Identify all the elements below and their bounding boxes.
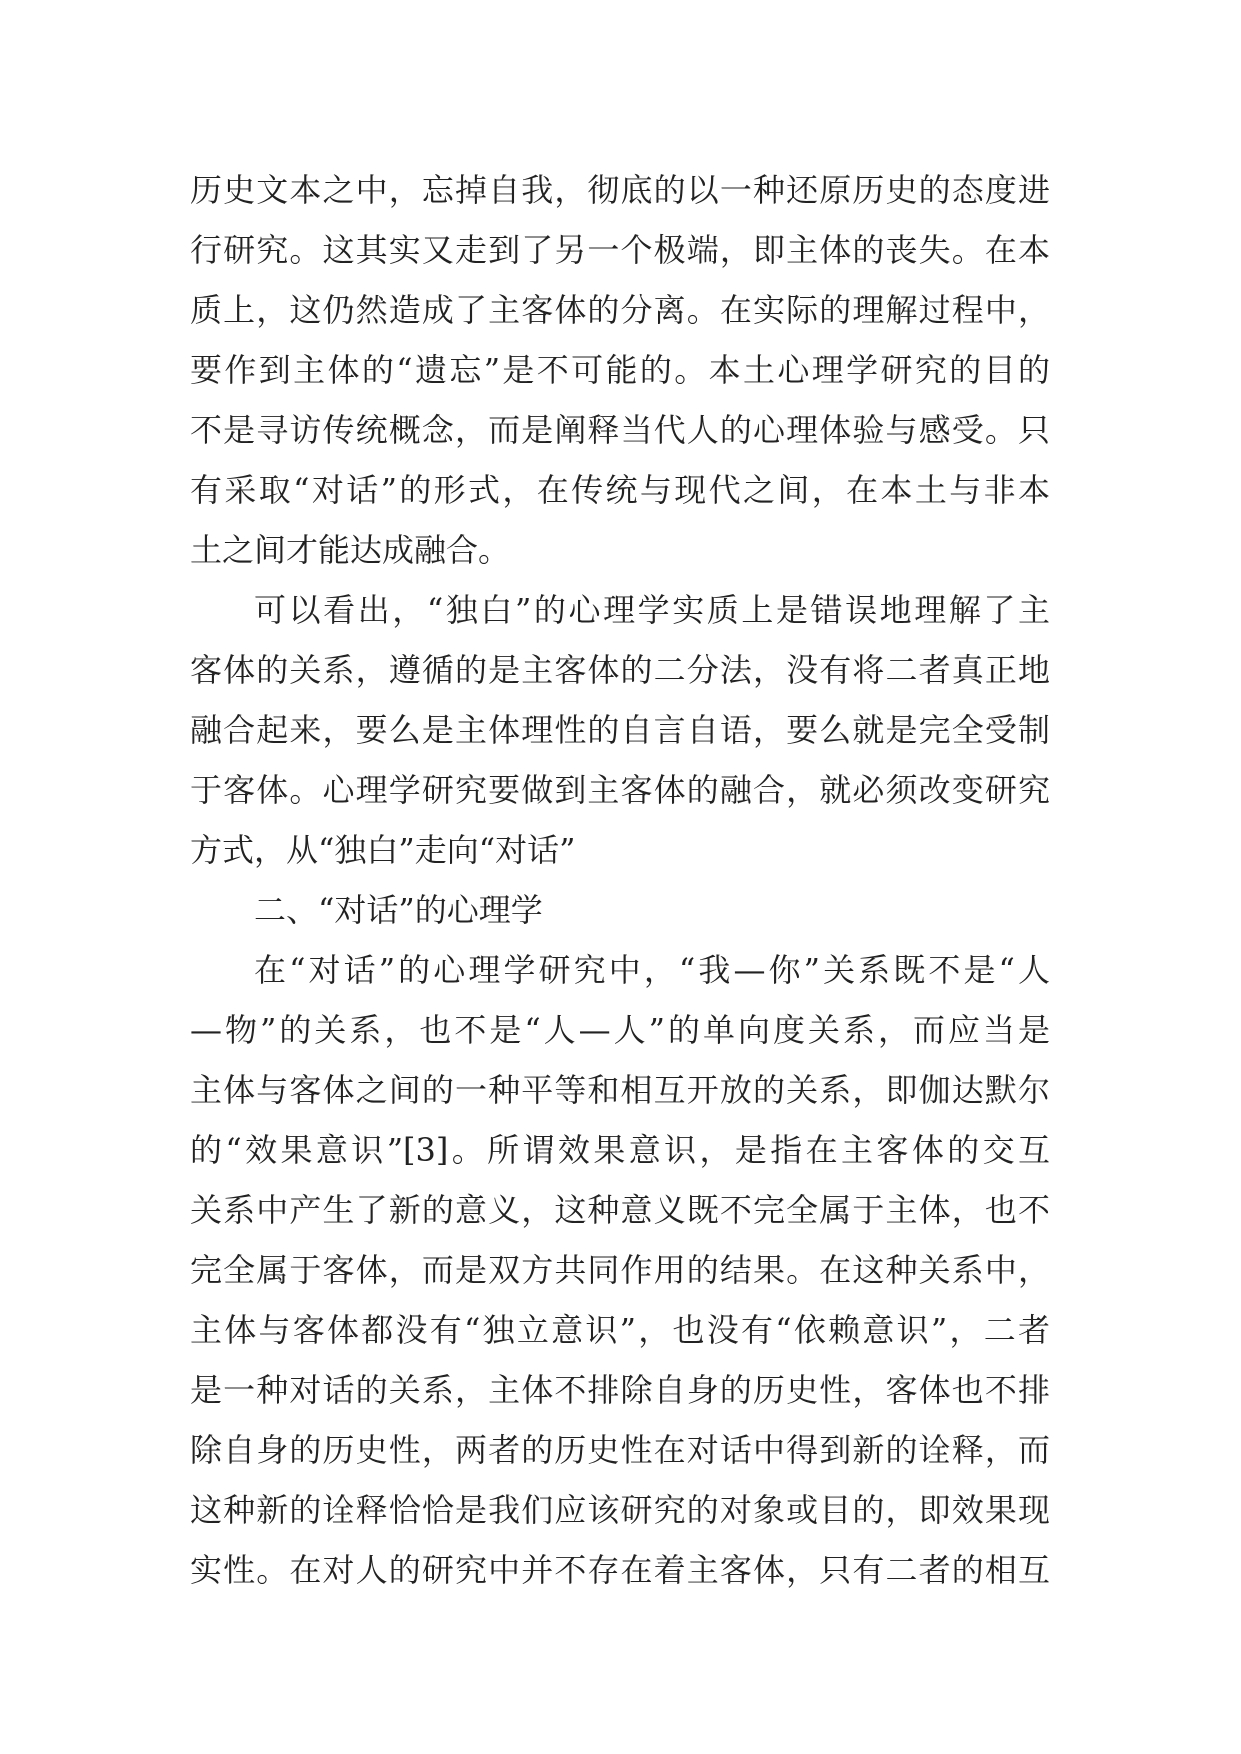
text-line: 主体与客体都没有“独立意识”，也没有“依赖意识”，二者 <box>190 1311 1050 1349</box>
text-line: 不是寻访传统概念，而是阐释当代人的心理体验与感受。只 <box>190 411 1050 449</box>
text-line: 主体与客体之间的一种平等和相互开放的关系，即伽达默尔 <box>190 1071 1050 1109</box>
text-line: 质上，这仍然造成了主客体的分离。在实际的理解过程中， <box>190 291 1050 329</box>
text-line: 行研究。这其实又走到了另一个极端，即主体的丧失。在本 <box>190 231 1050 269</box>
text-line: 要作到主体的“遗忘”是不可能的。本土心理学研究的目的 <box>190 351 1050 389</box>
text-line: 这种新的诠释恰恰是我们应该研究的对象或目的，即效果现 <box>190 1491 1050 1529</box>
text-line: 历史文本之中，忘掉自我，彻底的以一种还原历史的态度进 <box>190 171 1050 209</box>
text-line: 在“对话”的心理学研究中，“我—你”关系既不是“人 <box>254 951 1050 989</box>
text-line: 融合起来，要么是主体理性的自言自语，要么就是完全受制 <box>190 711 1050 749</box>
text-line: 可以看出，“独白”的心理学实质上是错误地理解了主 <box>254 591 1050 629</box>
text-line: 关系中产生了新的意义，这种意义既不完全属于主体，也不 <box>190 1191 1050 1229</box>
text-line: 实性。在对人的研究中并不存在着主客体，只有二者的相互 <box>190 1551 1050 1589</box>
text-line: —物”的关系，也不是“人—人”的单向度关系，而应当是 <box>190 1011 1050 1049</box>
section-heading: 二、“对话”的心理学 <box>254 891 543 929</box>
text-line: 是一种对话的关系，主体不排除自身的历史性，客体也不排 <box>190 1371 1050 1409</box>
body-text <box>190 160 1050 1600</box>
text-line: 除自身的历史性，两者的历史性在对话中得到新的诠释，而 <box>190 1431 1050 1469</box>
text-line: 土之间才能达成融合。 <box>190 531 511 569</box>
text-line: 完全属于客体，而是双方共同作用的结果。在这种关系中， <box>190 1251 1050 1289</box>
text-line: 有采取“对话”的形式，在传统与现代之间，在本土与非本 <box>190 471 1050 509</box>
text-line: 客体的关系，遵循的是主客体的二分法，没有将二者真正地 <box>190 651 1050 689</box>
text-line: 方式，从“独白”走向“对话” <box>190 831 576 869</box>
text-line: 于客体。心理学研究要做到主客体的融合，就必须改变研究 <box>190 771 1050 809</box>
text-line: 的“效果意识”[3]。所谓效果意识，是指在主客体的交互 <box>190 1131 1050 1169</box>
